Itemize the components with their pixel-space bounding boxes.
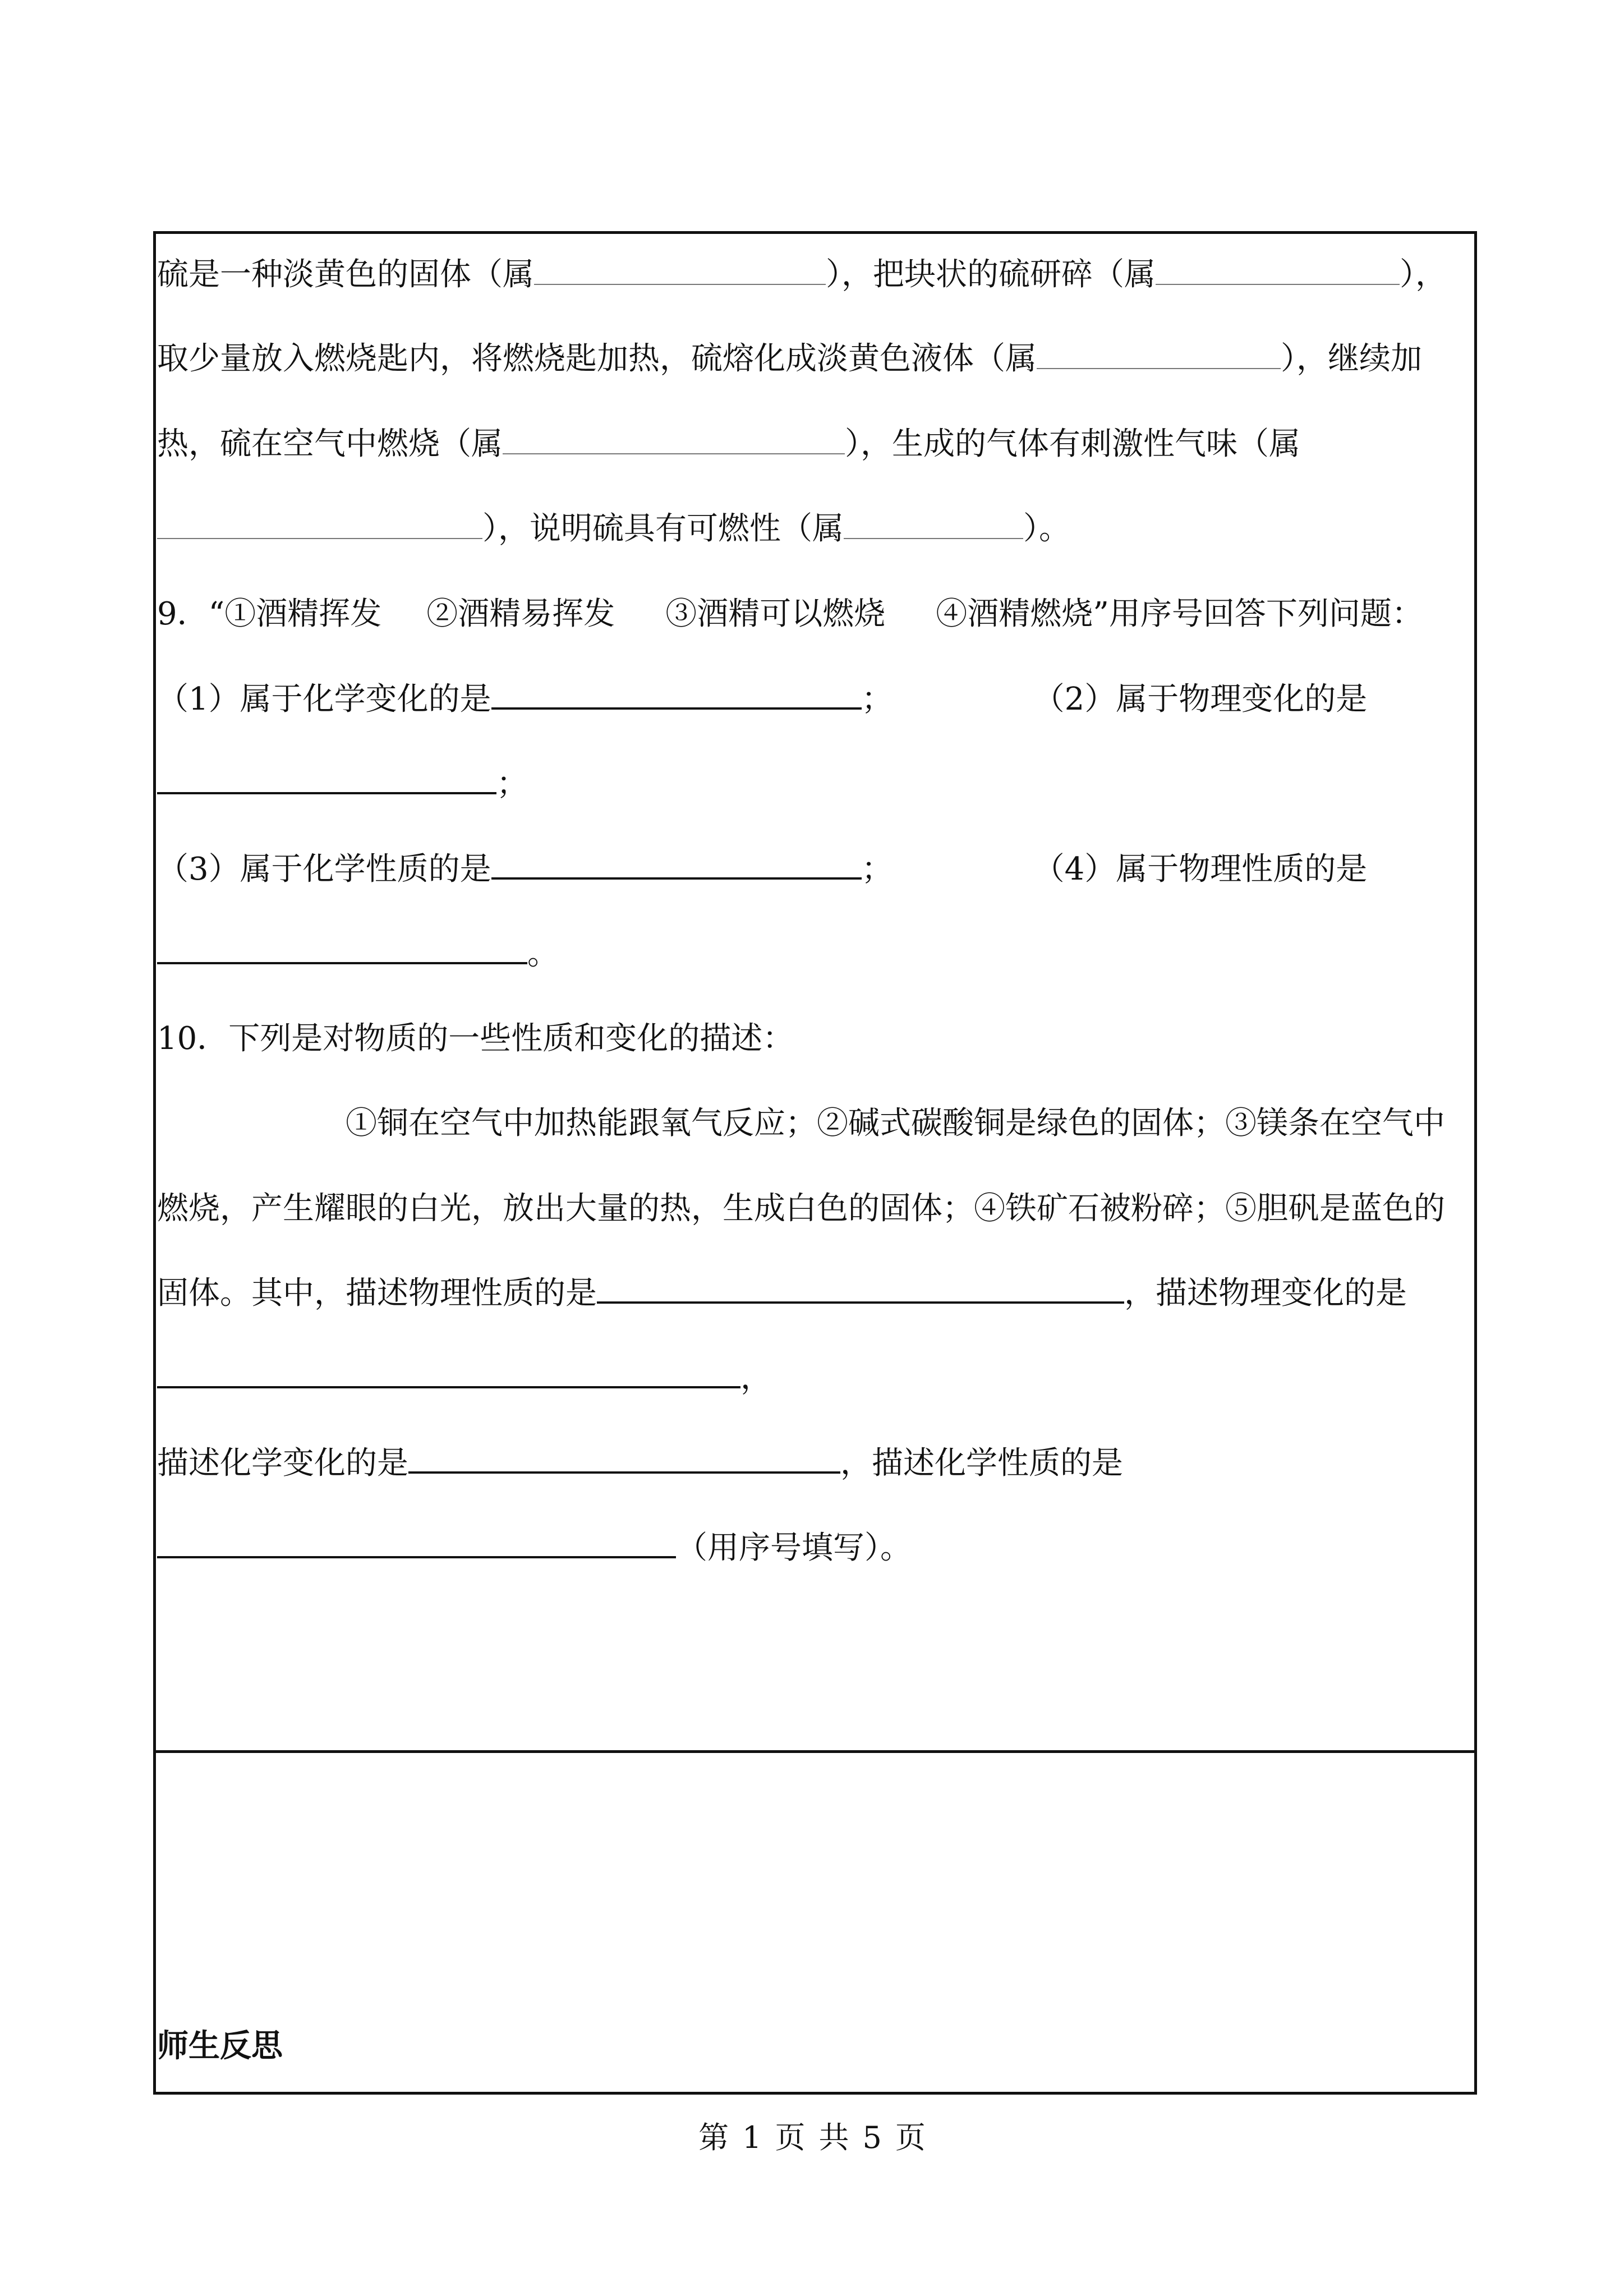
q10-blank-4[interactable] [157,1556,676,1558]
q8-blank-2[interactable] [1156,284,1400,285]
q8-line-4: ），说明硫具有可燃性（属 ）。 [157,509,1470,549]
q8-line-1: 硫是一种淡黄色的固体（属 ），把块状的硫研碎（属 ）， [157,256,1447,293]
q10-body-1: ①铜在空气中加热能跟氧气反应；②碱式碳酸铜是绿色的固体；③镁条在空气中 [346,1105,1445,1142]
q10-body-4: ， [157,1359,1470,1398]
q10-body-3: 固体。其中，描述物理性质的是 ，描述物理变化的是 [157,1275,1407,1312]
q9-stem: 9．“①酒精挥发 ②酒精易挥发 ③酒精可以燃烧 ④酒精燃烧”用序号回答下列问题： [157,596,1423,632]
q10-blank-2[interactable] [157,1386,740,1388]
q8-blank-5[interactable] [157,538,482,539]
q8-blank-3[interactable] [1037,368,1281,369]
q8-line-2: 取少量放入燃烧匙内，将燃烧匙加热，硫熔化成淡黄色液体（属 ），继续加 [157,341,1422,377]
q9-blank-4[interactable] [157,962,527,964]
page-footer: 第 1 页 共 5 页 [698,2120,926,2155]
q9-parts-1-2: （1）属于化学变化的是 ； （2）属于物理变化的是 [157,681,1368,717]
q10-body-6: （用序号填写）。 [157,1529,1470,1568]
q10-stem: 10．下列是对物质的一些性质和变化的描述： [157,1020,794,1057]
q9-part-4-answer: 。 [157,935,1470,974]
reflection-label: 师生反思 [157,2027,283,2064]
q9-blank-1[interactable] [491,707,862,710]
q9-parts-3-4: （3）属于化学性质的是 ； （4）属于物理性质的是 [157,851,1368,887]
q8-blank-1[interactable] [534,284,826,285]
q8-blank-6[interactable] [844,538,1023,539]
section-divider [153,1750,1477,1753]
page-number: 1 [742,2120,762,2155]
q10-body-5: 描述化学变化的是 ，描述化学性质的是 [157,1445,1123,1481]
q9-blank-3[interactable] [491,877,862,880]
q10-blank-3[interactable] [408,1471,840,1474]
q8-line-3: 热，硫在空气中燃烧（属 ），生成的气体有刺激性气味（属 [157,426,1300,462]
q10-blank-1[interactable] [597,1301,1124,1304]
q10-body-2: 燃烧，产生耀眼的白光，放出大量的热，生成白色的固体；④铁矿石被粉碎；⑤胆矾是蓝色的 [157,1190,1445,1227]
q9-part-2-answer: ； [157,765,1470,804]
page-total: 5 [862,2120,882,2155]
q8-blank-4[interactable] [503,453,845,454]
q9-blank-2[interactable] [157,792,496,794]
